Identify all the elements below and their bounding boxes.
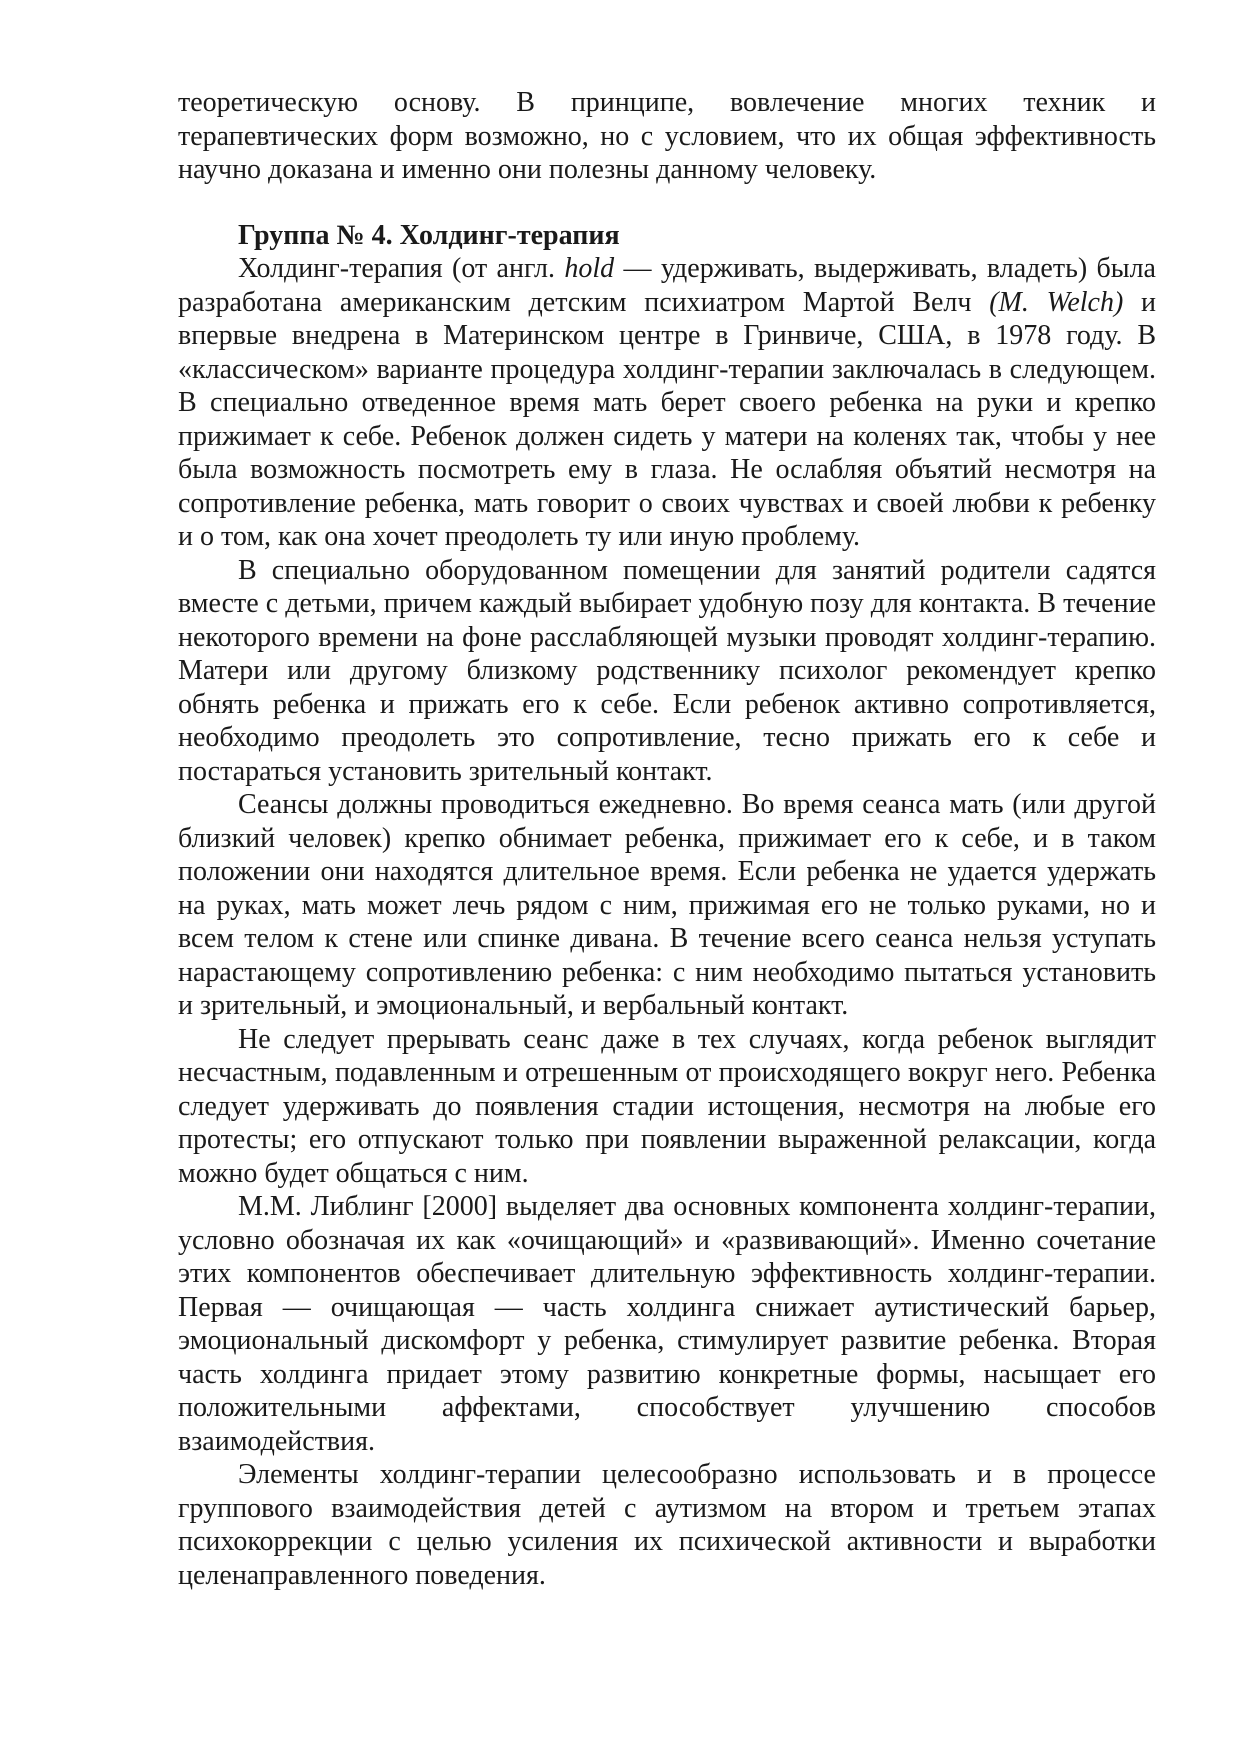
paragraph-2: В специально оборудованном помещении для занятий родители садятся вместе с детьми, причем каждый выбирает удобную позу для контакта. В течение некоторого времени на фоне расслабляющей музыки проводят холдинг-терапию. Матери или другому близкому родственнику психолог рекомендует крепко обнять ребенка и прижать его к себе. Если ребенок активно сопротивляется, необходимо преодолеть это сопротивление, тесно прижать его к себе и постараться установить зрительный контакт.: [178, 554, 1156, 787]
paragraph-1-author-welch: (M. Welch): [989, 286, 1124, 318]
section-heading: Группа № 4. Холдинг-терапия: [238, 219, 620, 251]
paragraph-4: Не следует прерывать сеанс даже в тех случаях, когда ребенок выглядит несчастным, подавленным и отрешенным от происходящего вокруг него. Ребенка следует удерживать до появления стадии истощения, несмотря на любые его протесты; его отпускают только при появлении выраженной релаксации, когда можно будет общаться с ним.: [178, 1023, 1156, 1189]
paragraph-3: Сеансы должны проводиться ежедневно. Во время сеанса мать (или другой близкий человек) крепко обнимает ребенка, прижимает его к себе, и в таком положении они находятся длительное время. Если ребенка не удается удержать на руках, мать может лечь рядом с ним, прижимая его не только руками, но и всем телом к стене или спинке дивана. В течение всего сеанса нельзя уступать нарастающему сопротивлению ребенка: с ним необходимо пытаться установить и зрительный, и эмоциональный, и вербальный контакт.: [178, 789, 1156, 1021]
paragraph-1-part-c: — удерживать, выдерживать, владеть) была разработана американским детским психиатром Мартой Велч: [178, 253, 1156, 318]
paragraph-6: Элементы холдинг-терапии целесообразно использовать и в процессе группового взаимодействия детей с аутизмом на втором и третьем этапах психокоррекции с целью усиления их психической активности и выработки целенаправленного поведения.: [178, 1459, 1156, 1591]
document-page: [178, 86, 1156, 1592]
paragraph-5: М.М. Либлинг [2000] выделяет два основных компонента холдинг-терапии, условно обозначая их как «очищающий» и «развивающий». Именно сочетание этих компонентов обеспечивает длительную эффективность холдинг-терапии. Первая — очищающая — часть холдинга снижает аутистический барьер, эмоциональный дискомфорт у ребенка, стимулирует развитие ребенка. Вторая часть холдинга придает этому развитию конкретные формы, насыщает его положительными аффектами, способствует улучшению способов взаимодействия.: [178, 1191, 1156, 1457]
paragraph-1: [178, 252, 1156, 554]
paragraph-1-part-a: Холдинг-терапия (от англ.: [238, 253, 565, 284]
intro-paragraph: теоретическую основу. В принципе, вовлечение многих техник и терапевтических форм возможно, но с условием, что их общая эффективность научно доказана и именно они полезны данному человеку.: [178, 87, 1156, 185]
paragraph-1-term-hold: hold: [564, 253, 615, 284]
paragraph-1-part-e: и впервые внедрена в Материнском центре в Гринвиче, США, в 1978 году. В «классическом» варианте процедура холдинг-терапии заключалась в следующем. В специально отведенное время мать берет своего ребенка на руки и крепко прижимает к себе. Ребенок должен сидеть у матери на коленях так, чтобы у нее была возможность посмотреть ему в глаза. Не ослабляя объятий несмотря на сопротивление ребенка, мать говорит о своих чувствах и своей любви к ребенку и о том, как она хочет преодолеть ту или иную проблему.: [178, 286, 1156, 552]
